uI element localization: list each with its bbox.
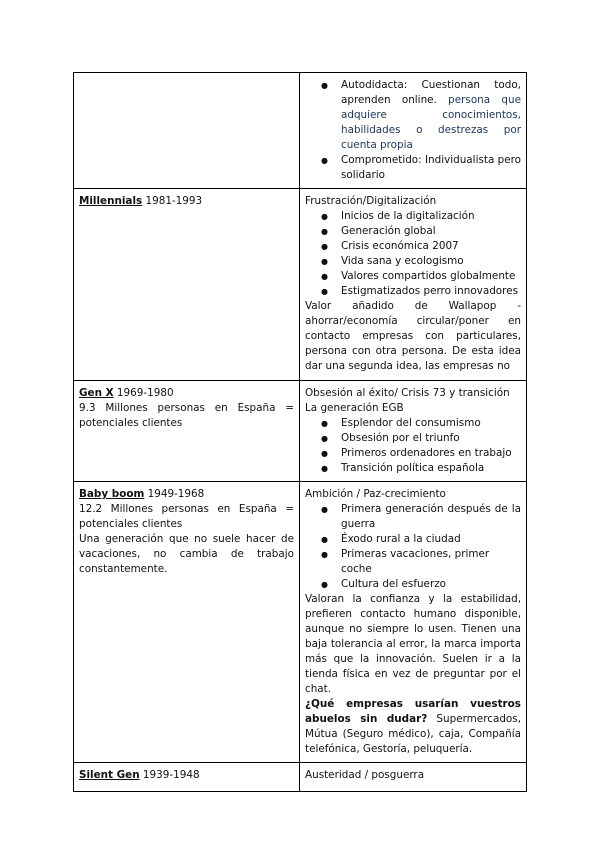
list-item: ● Esplendor del consumismo xyxy=(341,416,521,431)
list-item: ● Generación global xyxy=(341,224,521,239)
list-item: ● Comprometido: Individualista pero solidario xyxy=(341,153,521,183)
row-0-bullet-list xyxy=(305,78,521,183)
row-4-left-cell xyxy=(74,763,300,792)
row-note: 12.2 Millones personas en España = potenciales clientes xyxy=(79,503,294,530)
generation-name: Gen X xyxy=(79,387,114,399)
generation-name: Silent Gen xyxy=(79,769,140,781)
row-question xyxy=(305,697,521,757)
row-note: Una generación que no suele hacer de vacaciones, no cambia de trabajo constantemente. xyxy=(79,533,294,575)
row-3-left-cell xyxy=(74,482,300,763)
list-item: ● Cultura del esfuerzo xyxy=(341,577,521,592)
row-0-left-cell xyxy=(74,73,300,189)
table-row xyxy=(74,482,527,763)
row-subtitle: La generación EGB xyxy=(305,402,404,414)
generation-name: Millennials xyxy=(79,195,143,207)
row-1-right-cell xyxy=(300,189,527,381)
row-4-right-cell xyxy=(300,763,527,792)
table-row xyxy=(74,73,527,189)
row-2-left-cell xyxy=(74,381,300,482)
row-title: Austeridad / posguerra xyxy=(305,769,425,781)
list-item: ● Éxodo rural a la ciudad xyxy=(341,532,521,547)
row-title: Frustración/Digitalización xyxy=(305,195,437,207)
list-item: ● Inicios de la digitalización xyxy=(341,209,521,224)
row-1-left-cell xyxy=(74,189,300,381)
row-0-right-cell xyxy=(300,73,527,189)
list-item: ● Valores compartidos globalmente xyxy=(341,269,521,284)
row-3-bullet-list xyxy=(305,502,521,592)
list-item: ● Estigmatizados perro innovadores xyxy=(341,284,521,299)
list-item: ● Primeros ordenadores en trabajo xyxy=(341,446,521,461)
row-note: 9.3 Millones personas en España = potenciales clientes xyxy=(79,402,294,429)
generation-years: 1949-1968 xyxy=(144,488,205,500)
list-item: ● Obsesión por el triunfo xyxy=(341,431,521,446)
row-title: Obsesión al éxito/ Crisis 73 y transición xyxy=(305,387,510,399)
list-item: ● Vida sana y ecologismo xyxy=(341,254,521,269)
list-item: ● Primeras vacaciones, primer coche xyxy=(341,547,521,577)
row-paragraph: Valoran la confianza y la estabilidad, prefieren contacto humano disponible, aunque no siempre lo usen. Tienen una baja tolerancia al error, la marca importa más que la innovación. Suelen ir a la tienda física en vez de preguntar por el chat. xyxy=(305,593,521,695)
row-2-right-cell xyxy=(300,381,527,482)
table-row xyxy=(74,381,527,482)
row-1-bullet-list xyxy=(305,209,521,299)
generation-years: 1939-1948 xyxy=(139,769,200,781)
row-2-bullet-list xyxy=(305,416,521,476)
generation-years: 1981-1993 xyxy=(142,195,203,207)
row-paragraph: Valor añadido de Wallapop - ahorrar/economía circular/poner en contacto empresas con particulares, persona con otra persona. De esta idea dar una segunda idea, las empresas no xyxy=(305,300,521,372)
list-item: ● Primera generación después de la guerra xyxy=(341,502,521,532)
row-title: Ambición / Paz-crecimiento xyxy=(305,488,446,500)
question-text: ¿Qué empresas usarían vuestros abuelos sin dudar? xyxy=(305,698,521,725)
generations-table xyxy=(73,72,527,792)
table-row xyxy=(74,189,527,381)
list-item: ● Autodidacta: Cuestionan todo, aprenden online. persona que adquiere conocimientos, habilidades o destrezas por cuenta propia xyxy=(341,78,521,153)
list-item: ● Crisis económica 2007 xyxy=(341,239,521,254)
list-item: ● Transición política española xyxy=(341,461,521,476)
table-row xyxy=(74,763,527,792)
generation-years: 1969-1980 xyxy=(113,387,174,399)
answer-text: Supermercados, Mútua (Seguro médico), caja, Compañía telefónica, Gestoría, peluquería. xyxy=(305,713,521,755)
generation-name: Baby boom xyxy=(79,488,145,500)
row-3-right-cell xyxy=(300,482,527,763)
